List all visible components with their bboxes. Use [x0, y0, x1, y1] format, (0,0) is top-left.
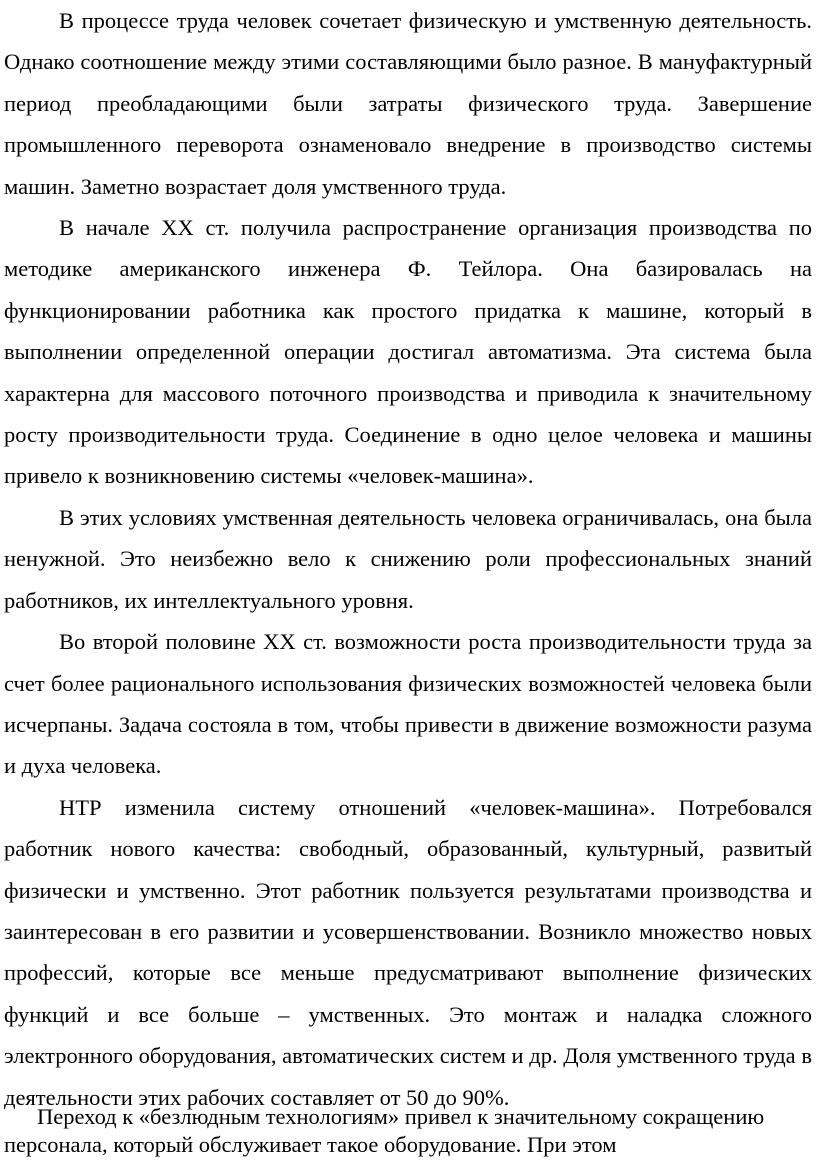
document-body	[4, 0, 812, 1118]
paragraph-3: В этих условиях умственная деятельность человека ограничивалась, она была ненужной. Это неизбежно вело к снижению роли профессиональных знаний работников, их интеллектуального уровня.	[4, 504, 812, 613]
paragraph-2: В начале XX ст. получила распространение организация производства по методике американского инженера Ф. Тейлора. Она базировалась на функционировании работника как простого придатка к машине, который в выполнении определенной операции достигал автоматизма. Эта система была характерна для массового поточного производства и приводила к значительному росту производительности труда. Соединение в одно целое человека и машины привело к возникновению системы «человек-машина».	[4, 215, 812, 489]
paragraph-5: НТР изменила систему отношений «человек-машина». Потребовался работник нового качества: свободный, образованный, культурный, развитый физически и умственно. Этот работник пользуется результатами производства и заинтересован в его развитии и усовершенствовании. Возникло множество новых профессий, которые все меньше предусматривают выполнение физических функций и все больше – умственных. Это монтаж и наладка сложного электронного оборудования, автоматических систем и др. Доля умственного труда в деятельности этих рабочих составляет от 50 до 90%.	[4, 794, 812, 1110]
document-tail	[4, 1103, 812, 1159]
paragraph-4: Во второй половине XX ст. возможности роста производительности труда за счет более рационального использования физических возможностей человека были исчерпаны. Задача состояла в том, чтобы привести в движение возможности разума и духа человека.	[4, 629, 812, 779]
paragraph-6: Переход к «безлюдным технологиям» привел к значительному сокращению персонала, который обслуживает такое оборудование. При этом	[4, 1104, 765, 1157]
paragraph-1: В процессе труда человек сочетает физическую и умственную деятельность. Однако соотношение между этими составляющими было разное. В мануфактурный период преобладающими были затраты физического труда. Завершение промышленного переворота ознаменовало внедрение в производство системы машин. Заметно возрастает доля умственного труда.	[4, 8, 812, 199]
